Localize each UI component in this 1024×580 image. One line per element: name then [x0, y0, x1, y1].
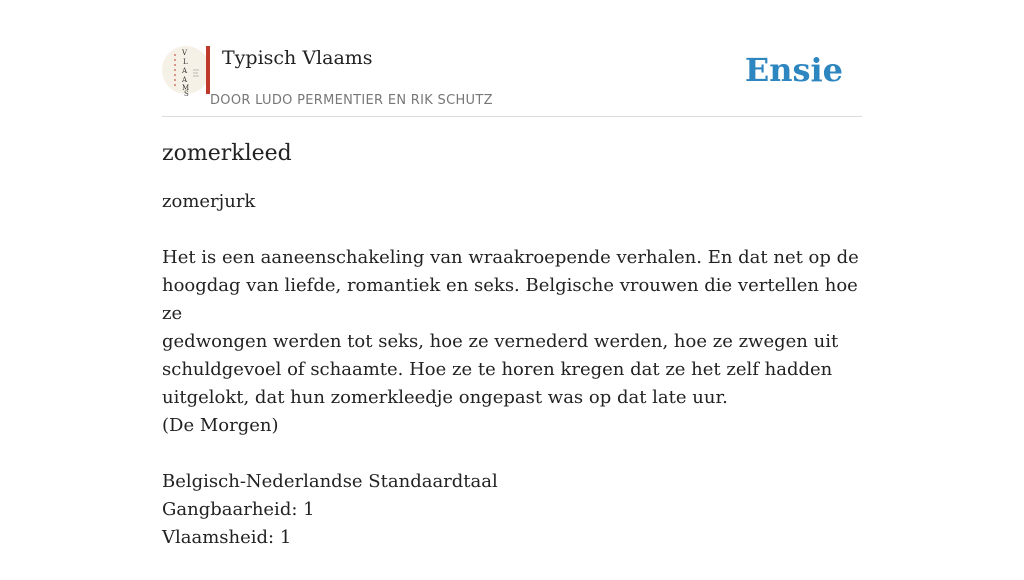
dictionary-header — [162, 46, 862, 117]
entry-classification: Belgisch-Nederlandse Standaardtaal — [162, 471, 498, 492]
example-line: uitgelokt, dat hun zomerkleedje ongepast was op dat late uur. — [162, 387, 728, 408]
entry-gangbaarheid: Gangbaarheid: 1 — [162, 499, 315, 520]
dictionary-authors: DOOR LUDO PERMENTIER EN RIK SCHUTZ — [210, 93, 493, 108]
example-line: gedwongen werden tot seks, hoe ze vernederd werden, hoe ze zwegen uit — [162, 331, 839, 352]
svg-text:L: L — [183, 58, 188, 66]
entry-example — [162, 244, 862, 440]
entry-metadata — [162, 468, 862, 552]
entry-term: zomerkleed — [162, 141, 292, 166]
svg-text:S: S — [184, 90, 189, 98]
example-line: hoogdag van liefde, romantiek en seks. Belgische vrouwen die vertellen hoe ze — [162, 275, 858, 324]
entry-content — [162, 138, 862, 580]
logo-letters-graphic — [162, 46, 210, 98]
example-line: schuldgevoel of schaamte. Hoe ze te horen kregen dat ze het zelf hadden — [162, 359, 833, 380]
logo-red-stripe — [206, 46, 210, 94]
svg-text:A: A — [182, 67, 188, 75]
ensie-logo-link[interactable]: Ensie — [744, 51, 843, 89]
entry-synonym: zomerjurk — [162, 191, 256, 212]
entry-body — [162, 188, 862, 552]
svg-text:V: V — [182, 49, 188, 57]
entry-vlaamsheid: Vlaamsheid: 1 — [162, 527, 292, 548]
svg-text:M: M — [182, 84, 190, 92]
svg-text:A: A — [182, 76, 188, 84]
example-line: Het is een aaneenschakeling van wraakroepende verhalen. En dat net op de — [162, 247, 859, 268]
example-source: (De Morgen) — [162, 415, 279, 436]
dictionary-title[interactable]: Typisch Vlaams — [222, 47, 373, 69]
dictionary-logo[interactable] — [162, 46, 210, 98]
